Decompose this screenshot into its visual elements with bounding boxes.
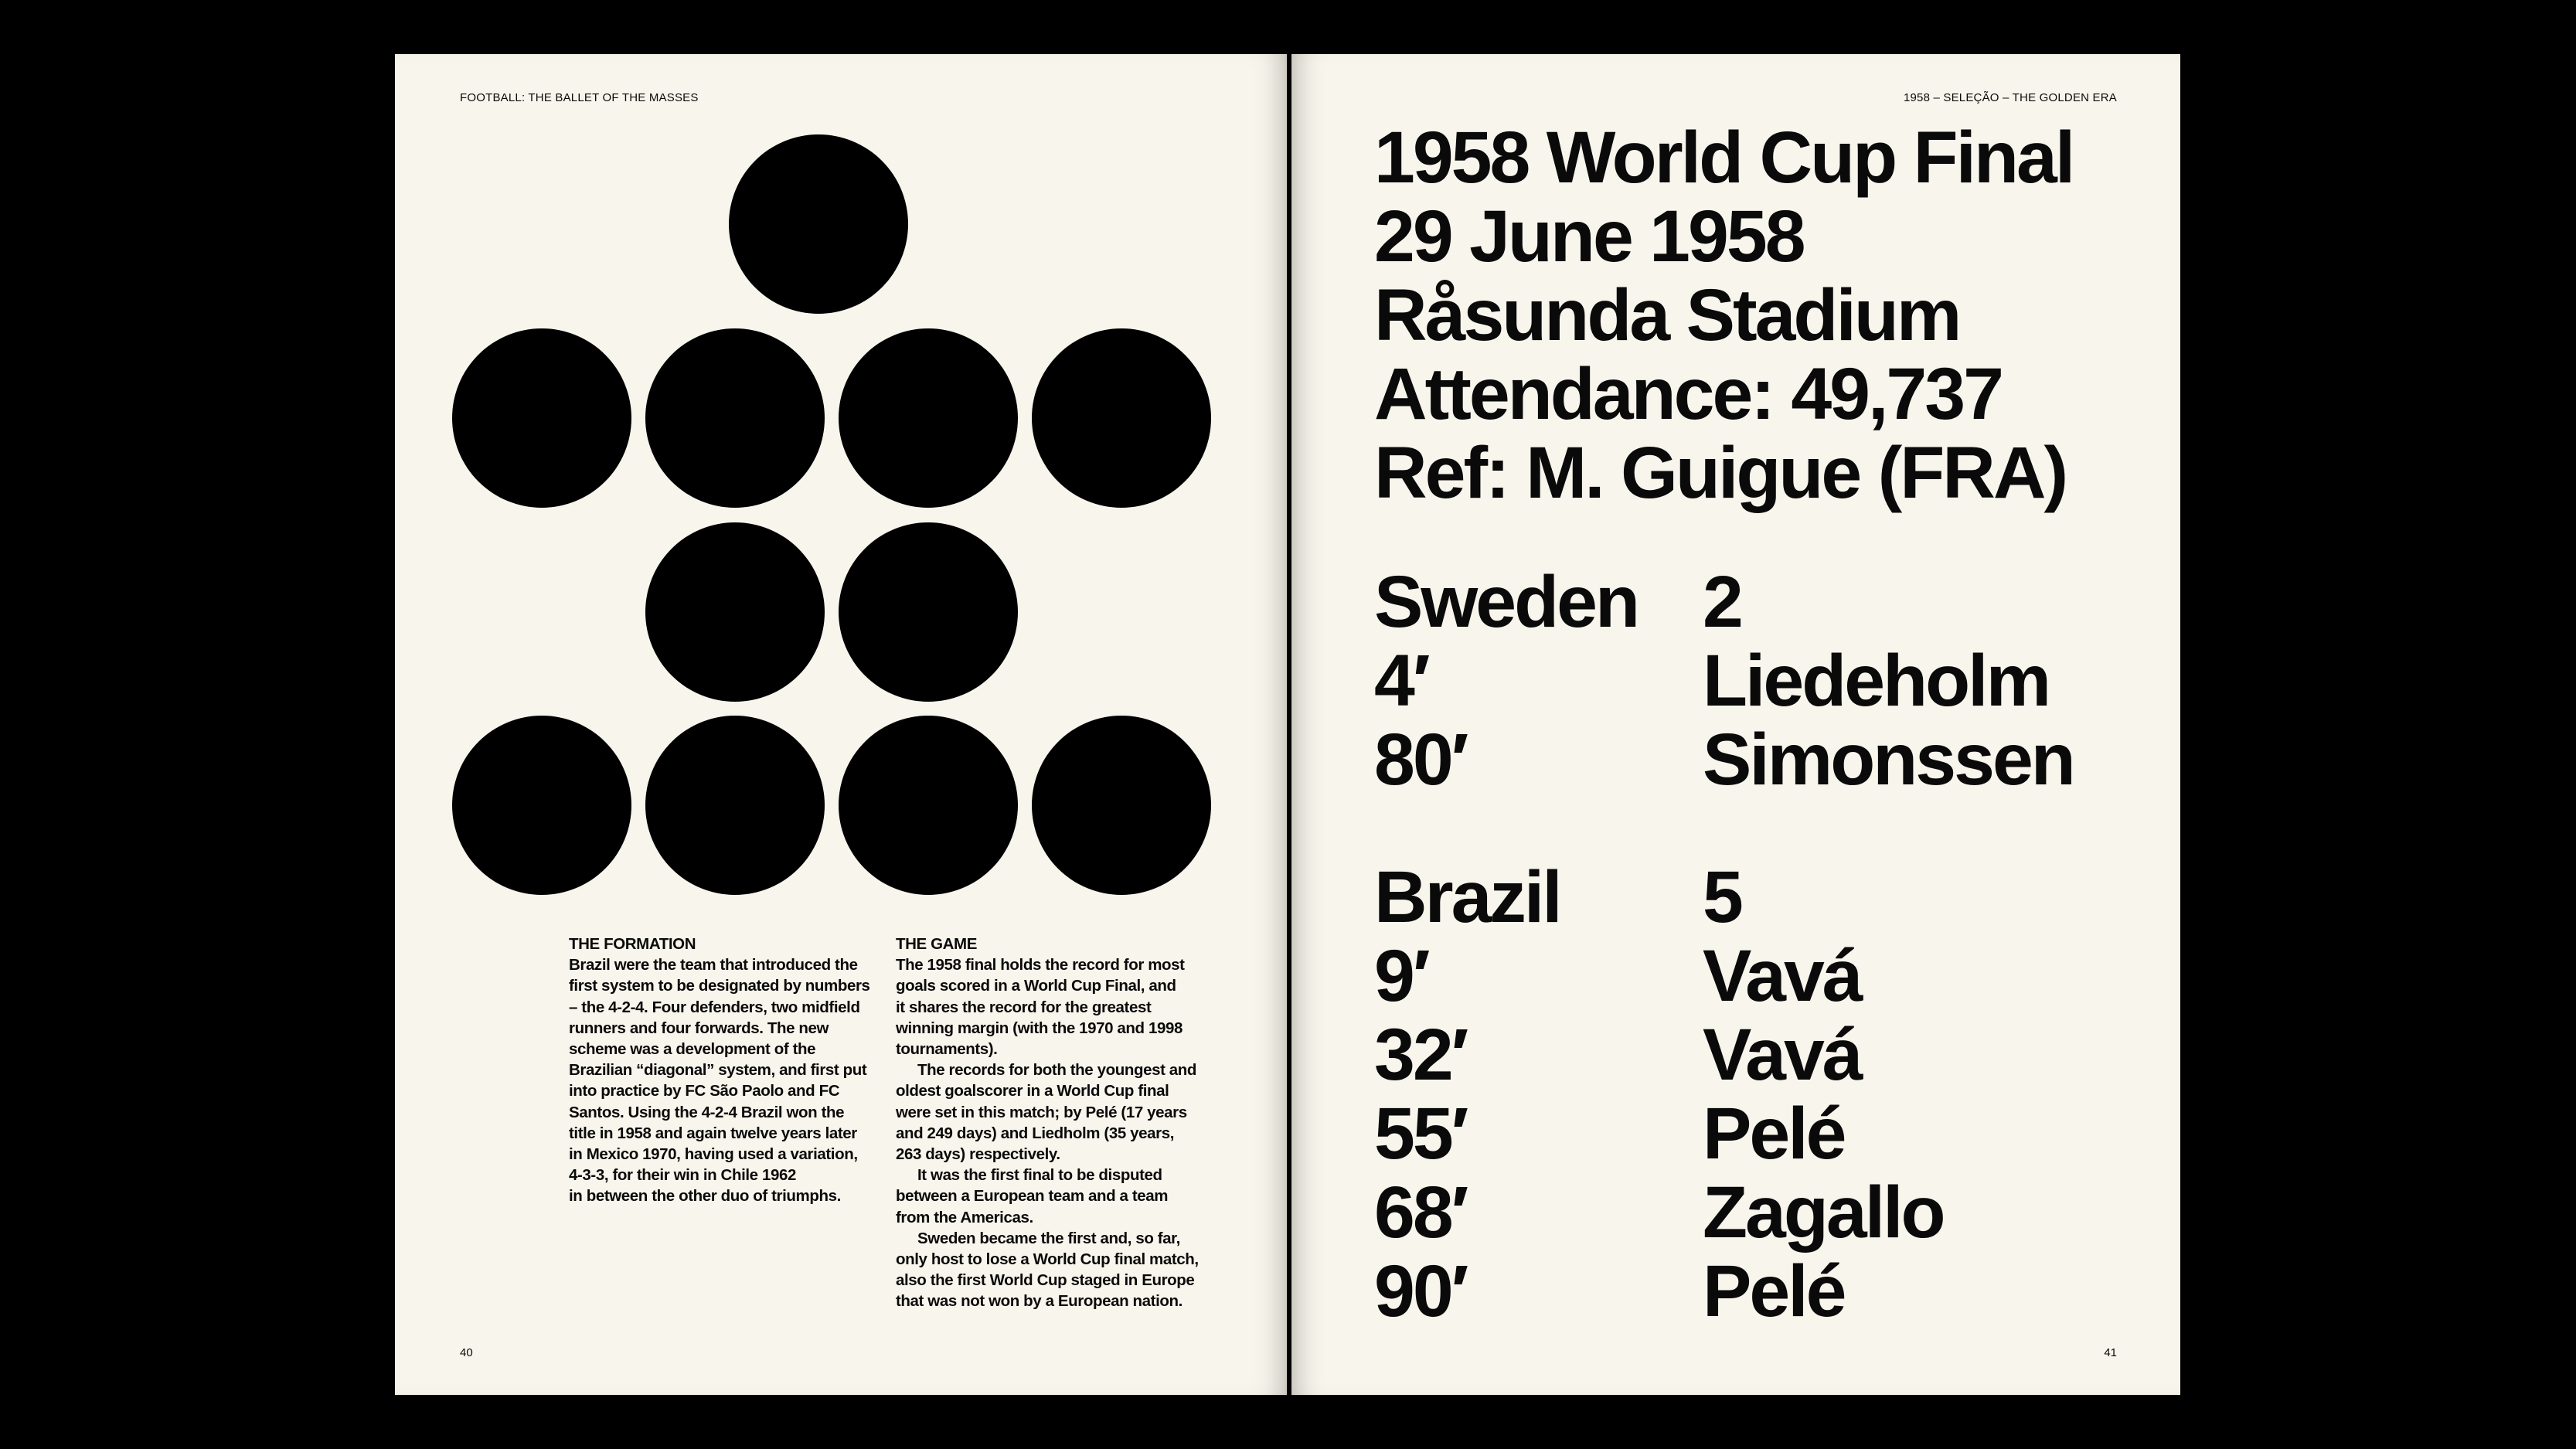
formation-line: title in 1958 and again twelve years later	[569, 1124, 857, 1142]
player-dot	[645, 522, 825, 702]
player-dot	[729, 134, 908, 314]
team-name: Sweden	[1374, 561, 1638, 643]
right-page-number: 41	[2104, 1346, 2117, 1359]
game-line: between a European team and a team	[896, 1187, 1169, 1206]
game-title: THE GAME	[896, 935, 977, 953]
formation-line: 4-3-3, for their win in Chile 1962	[569, 1166, 796, 1185]
goal-minute: 32′	[1374, 1014, 1467, 1096]
right-running-head: 1958 – SELEÇÃO – THE GOLDEN ERA	[1903, 91, 2117, 104]
game-line: that was not won by a European nation.	[896, 1292, 1183, 1311]
game-line: tournaments).	[896, 1040, 998, 1059]
team-name: Brazil	[1374, 856, 1560, 938]
fact-line: Råsunda Stadium	[1374, 274, 1960, 356]
formation-line: – the 4-2-4. Four defenders, two midfield	[569, 998, 860, 1016]
game-line: and 249 days) and Liedholm (35 years,	[896, 1124, 1175, 1142]
left-running-head: FOOTBALL: THE BALLET OF THE MASSES	[460, 91, 699, 104]
game-line: were set in this match; by Pelé (17 years	[896, 1103, 1187, 1121]
formation-line: in Mexico 1970, having used a variation,	[569, 1145, 858, 1164]
formation-line: in between the other duo of triumphs.	[569, 1187, 841, 1206]
game-line: 263 days) respectively.	[896, 1145, 1060, 1164]
player-dot	[1032, 328, 1211, 508]
formation-line: first system to be designated by numbers	[569, 977, 870, 995]
player-dot	[645, 328, 825, 508]
goal-scorer: Zagallo	[1703, 1172, 1944, 1253]
left-page-number: 40	[460, 1346, 473, 1359]
team-score: 2	[1703, 561, 1741, 643]
goal-scorer: Vavá	[1703, 935, 1861, 1017]
player-dot	[645, 716, 825, 895]
formation-column	[569, 934, 878, 1207]
game-line: from the Americas.	[896, 1208, 1033, 1226]
player-dot	[452, 716, 631, 895]
goal-minute: 9′	[1374, 935, 1428, 1017]
player-dot	[839, 522, 1018, 702]
goal-minute: 80′	[1374, 719, 1467, 801]
formation-line: Santos. Using the 4-2-4 Brazil won the	[569, 1103, 845, 1121]
game-line: only host to lose a World Cup final match,	[896, 1250, 1199, 1269]
goal-scorer: Liedeholm	[1703, 640, 2050, 722]
game-line: goals scored in a World Cup Final, and	[896, 977, 1176, 995]
formation-line: Brazilian “diagonal” system, and first put	[569, 1061, 867, 1080]
goal-minute: 4′	[1374, 640, 1428, 722]
match-facts	[1374, 118, 2073, 512]
game-line: Sweden became the first and, so far,	[917, 1229, 1180, 1247]
game-line: winning margin (with the 1970 and 1998	[896, 1019, 1183, 1037]
goal-scorer: Pelé	[1703, 1250, 1845, 1332]
goal-scorer: Simonssen	[1703, 719, 2074, 801]
fact-line: 1958 World Cup Final	[1374, 117, 2074, 199]
fact-line: Ref: M. Guigue (FRA)	[1374, 432, 2067, 514]
game-line: also the first World Cup staged in Europe	[896, 1271, 1195, 1290]
player-dot	[1032, 716, 1211, 895]
game-line: it shares the record for the greatest	[896, 998, 1152, 1016]
player-dot	[839, 716, 1018, 895]
player-dot	[452, 328, 631, 508]
goal-minute: 68′	[1374, 1172, 1467, 1253]
game-column	[896, 934, 1205, 1312]
goal-minute: 55′	[1374, 1093, 1467, 1175]
player-dot	[839, 328, 1018, 508]
formation-line: into practice by FC São Paolo and FC	[569, 1082, 840, 1100]
formation-line: runners and four forwards. The new	[569, 1019, 829, 1037]
left-page	[395, 54, 1287, 1395]
goal-scorer: Pelé	[1703, 1093, 1845, 1175]
game-line: It was the first final to be disputed	[917, 1166, 1162, 1185]
goal-minute: 90′	[1374, 1250, 1467, 1332]
goal-scorer: Vavá	[1703, 1014, 1861, 1096]
formation-title: THE FORMATION	[569, 935, 696, 953]
formation-line: scheme was a development of the	[569, 1040, 816, 1059]
fact-line: Attendance: 49,737	[1374, 353, 2002, 435]
right-page	[1291, 54, 2180, 1395]
team-score: 5	[1703, 856, 1741, 938]
game-line: The 1958 final holds the record for most	[896, 956, 1185, 975]
fact-line: 29 June 1958	[1374, 196, 1804, 277]
game-line: The records for both the youngest and	[917, 1061, 1197, 1080]
formation-line: Brazil were the team that introduced the	[569, 956, 858, 975]
game-line: oldest goalscorer in a World Cup final	[896, 1082, 1169, 1100]
